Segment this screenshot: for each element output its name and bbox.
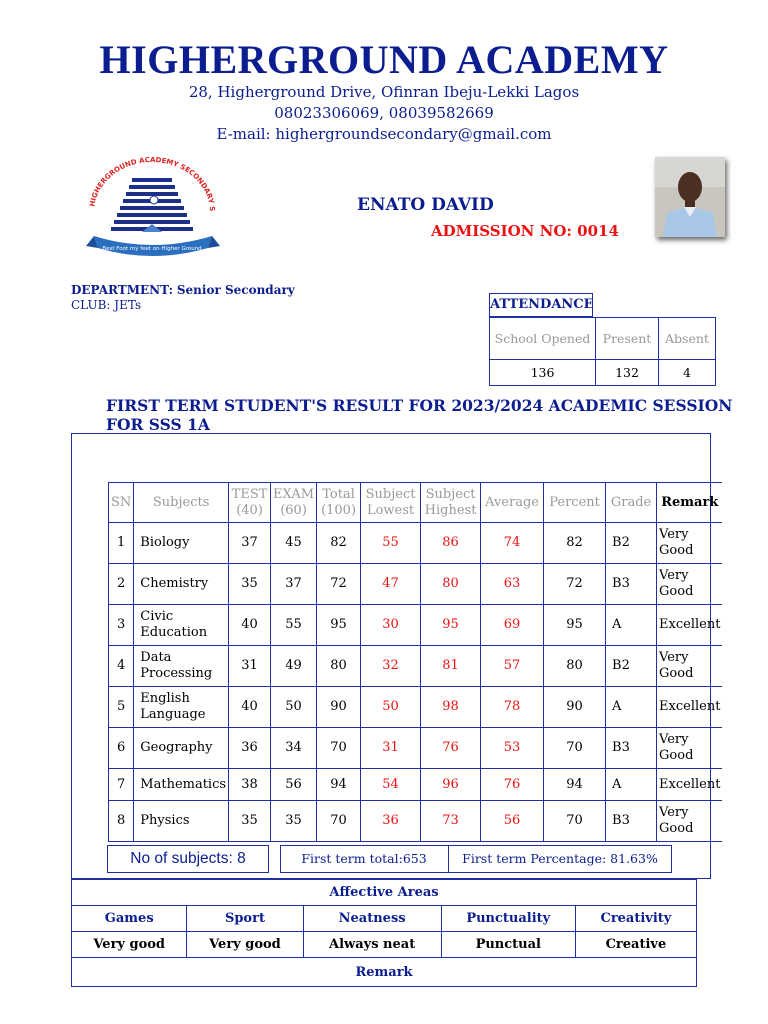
admission-number: ADMISSION NO: 0014 — [431, 222, 619, 240]
table-row — [109, 564, 723, 605]
cell-sn: 8 — [109, 801, 134, 842]
cell-average: 69 — [481, 605, 544, 646]
logo-ribbon-text: Best Foot my feet on Higher Ground — [102, 246, 202, 252]
cell-highest: 81 — [421, 646, 481, 687]
cell-percent: 94 — [544, 769, 606, 801]
cell-remark: Very Good — [657, 564, 723, 605]
remark-box-top — [71, 986, 697, 987]
affective-value-punctuality: Punctual — [441, 932, 575, 958]
header-highest: Subject Highest — [421, 483, 481, 523]
cell-percent: 72 — [544, 564, 606, 605]
cell-subject: Biology — [134, 523, 229, 564]
attendance-header: Absent — [659, 318, 716, 360]
cell-percent: 80 — [544, 646, 606, 687]
header-exam: EXAM (60) — [271, 483, 317, 523]
cell-grade: A — [606, 769, 657, 801]
affective-value-games: Very good — [72, 932, 187, 958]
header-percent: Percent — [544, 483, 606, 523]
table-row — [109, 523, 723, 564]
department-label: DEPARTMENT: — [71, 283, 174, 297]
cell-percent: 70 — [544, 728, 606, 769]
cell-percent: 90 — [544, 687, 606, 728]
cell-sn: 2 — [109, 564, 134, 605]
cell-lowest: 36 — [361, 801, 421, 842]
cell-remark: Very Good — [657, 728, 723, 769]
table-row — [109, 646, 723, 687]
cell-test: 35 — [229, 801, 271, 842]
cell-sn: 6 — [109, 728, 134, 769]
school-logo — [72, 150, 232, 268]
cell-total: 72 — [317, 564, 361, 605]
affective-header-creativity: Creativity — [575, 906, 696, 932]
cell-sn: 1 — [109, 523, 134, 564]
school-address: 28, Higherground Drive, Ofinran Ibeju-Lekki Lagos — [188, 83, 580, 101]
summary-subject-count: No of subjects: 8 — [130, 850, 246, 867]
header-sn: SN — [109, 483, 134, 523]
cell-remark: Excellent — [657, 769, 723, 801]
affective-value-neatness: Always neat — [303, 932, 441, 958]
school-name: HIGHERGROUND ACADEMY — [99, 37, 669, 82]
cell-exam: 34 — [271, 728, 317, 769]
cell-exam: 35 — [271, 801, 317, 842]
remark-title: Remark — [72, 958, 697, 987]
cell-total: 90 — [317, 687, 361, 728]
cell-percent: 95 — [544, 605, 606, 646]
header-subjects: Subjects — [134, 483, 229, 523]
cell-test: 36 — [229, 728, 271, 769]
cell-total: 82 — [317, 523, 361, 564]
cell-total: 94 — [317, 769, 361, 801]
summary-term-percentage: First term Percentage: 81.63% — [462, 851, 658, 866]
department — [71, 283, 295, 297]
cell-remark: Excellent — [657, 687, 723, 728]
cell-exam: 49 — [271, 646, 317, 687]
affective-header-punctuality: Punctuality — [441, 906, 575, 932]
cell-highest: 73 — [421, 801, 481, 842]
cell-average: 74 — [481, 523, 544, 564]
cell-remark: Very Good — [657, 523, 723, 564]
cell-grade: B2 — [606, 646, 657, 687]
table-row — [109, 605, 723, 646]
cell-remark: Very Good — [657, 646, 723, 687]
department-value: Senior Secondary — [176, 283, 295, 297]
header-remark: Remark — [657, 483, 723, 523]
cell-lowest: 47 — [361, 564, 421, 605]
attendance-value: 4 — [659, 360, 716, 386]
logo-arc-text: HIGHERGROUND ACADEMY SECONDARY S — [88, 155, 217, 212]
cell-lowest: 50 — [361, 687, 421, 728]
cell-percent: 82 — [544, 523, 606, 564]
cell-test: 37 — [229, 523, 271, 564]
cell-subject: English Language — [134, 687, 229, 728]
attendance-table — [489, 317, 716, 386]
cell-total: 70 — [317, 728, 361, 769]
cell-highest: 76 — [421, 728, 481, 769]
result-rows — [109, 523, 723, 842]
cell-sn: 5 — [109, 687, 134, 728]
cell-lowest: 30 — [361, 605, 421, 646]
cell-average: 57 — [481, 646, 544, 687]
cell-highest: 96 — [421, 769, 481, 801]
cell-grade: B3 — [606, 728, 657, 769]
cell-test: 35 — [229, 564, 271, 605]
affective-title: Affective Areas — [72, 880, 697, 906]
cell-lowest: 55 — [361, 523, 421, 564]
affective-table — [71, 879, 697, 987]
cell-subject: Mathematics — [134, 769, 229, 801]
summary-term-total: First term total:653 — [301, 851, 427, 866]
result-table — [108, 482, 722, 842]
cell-subject: Geography — [134, 728, 229, 769]
cell-grade: A — [606, 605, 657, 646]
cell-sn: 7 — [109, 769, 134, 801]
cell-average: 53 — [481, 728, 544, 769]
header-total: Total (100) — [317, 483, 361, 523]
affective-value-sport: Very good — [187, 932, 303, 958]
school-email: E-mail: highergroundsecondary@gmail.com — [216, 125, 552, 143]
cell-grade: B3 — [606, 564, 657, 605]
cell-subject: Civic Education — [134, 605, 229, 646]
attendance-header: School Opened — [490, 318, 596, 360]
cell-exam: 50 — [271, 687, 317, 728]
cell-exam: 45 — [271, 523, 317, 564]
club: CLUB: JETs — [71, 298, 142, 312]
student-name: ENATO DAVID — [357, 195, 494, 215]
attendance-value: 132 — [596, 360, 659, 386]
header-test: TEST (40) — [229, 483, 271, 523]
cell-highest: 86 — [421, 523, 481, 564]
school-phones: 08023306069, 08039582669 — [274, 104, 494, 122]
header-lowest: Subject Lowest — [361, 483, 421, 523]
cell-test: 38 — [229, 769, 271, 801]
attendance-value: 136 — [490, 360, 596, 386]
cell-percent: 70 — [544, 801, 606, 842]
cell-total: 70 — [317, 801, 361, 842]
table-row — [109, 728, 723, 769]
cell-sn: 3 — [109, 605, 134, 646]
cell-average: 63 — [481, 564, 544, 605]
table-row — [109, 801, 723, 842]
affective-header-sport: Sport — [187, 906, 303, 932]
affective-header-games: Games — [72, 906, 187, 932]
cell-subject: Data Processing — [134, 646, 229, 687]
cell-remark: Very Good — [657, 801, 723, 842]
cell-test: 40 — [229, 605, 271, 646]
attendance-header: Present — [596, 318, 659, 360]
cell-grade: B3 — [606, 801, 657, 842]
table-row — [109, 769, 723, 801]
cell-test: 40 — [229, 687, 271, 728]
cell-lowest: 32 — [361, 646, 421, 687]
cell-average: 76 — [481, 769, 544, 801]
affective-header-neatness: Neatness — [303, 906, 441, 932]
cell-lowest: 31 — [361, 728, 421, 769]
cell-subject: Physics — [134, 801, 229, 842]
cell-average: 56 — [481, 801, 544, 842]
cell-average: 78 — [481, 687, 544, 728]
cell-remark: Excellent — [657, 605, 723, 646]
cell-total: 80 — [317, 646, 361, 687]
cell-grade: A — [606, 687, 657, 728]
attendance-title: ATTENDANCE — [489, 293, 593, 317]
cell-highest: 95 — [421, 605, 481, 646]
header-average: Average — [481, 483, 544, 523]
cell-subject: Chemistry — [134, 564, 229, 605]
cell-exam: 55 — [271, 605, 317, 646]
cell-grade: B2 — [606, 523, 657, 564]
header-grade: Grade — [606, 483, 657, 523]
cell-exam: 37 — [271, 564, 317, 605]
table-row — [109, 687, 723, 728]
cell-highest: 80 — [421, 564, 481, 605]
cell-total: 95 — [317, 605, 361, 646]
cell-lowest: 54 — [361, 769, 421, 801]
cell-exam: 56 — [271, 769, 317, 801]
result-title: FIRST TERM STUDENT'S RESULT FOR 2023/2024 ACADEMIC SESSION FOR SSS 1A — [106, 396, 733, 434]
student-photo — [655, 157, 725, 237]
cell-highest: 98 — [421, 687, 481, 728]
cell-sn: 4 — [109, 646, 134, 687]
affective-value-creativity: Creative — [575, 932, 696, 958]
cell-test: 31 — [229, 646, 271, 687]
